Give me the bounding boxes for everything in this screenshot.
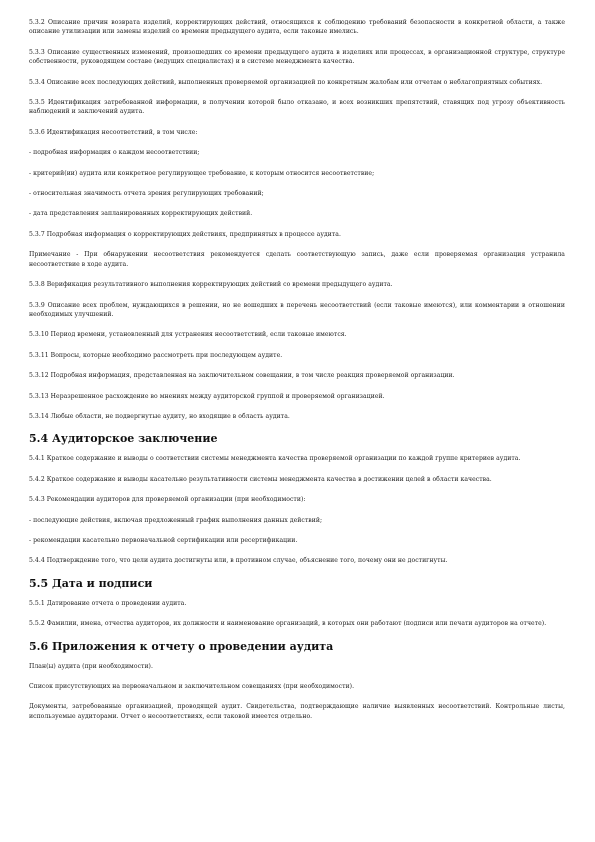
list-5-3-6-b: - критерий(ии) аудита или конкретное регулирующее требование, к которым относится несоответствие; bbox=[29, 169, 375, 177]
para-5-4-1: 5.4.1 Краткое содержание и выводы о соответствии системы менеджмента качества проверяемой организации по каждой группе критериев аудита. bbox=[29, 455, 521, 463]
para-5-6-b: Список присутствующих на первоначальном и заключительном совещаниях (при необходимости). bbox=[29, 683, 355, 690]
para-5-3-14: 5.3.14 Любые области, не подвергнутые аудиту, но входящие в область аудита. bbox=[29, 412, 290, 420]
heading-5-5: 5.5 Дата и подписи bbox=[29, 576, 153, 590]
para-5-3-2: 5.3.2 Описание причин возврата изделий, корректирующих действий, относящихся к соблюдению требований безопасности в конкретной области, а также описание утилизации или замены изделий со времени предыдущего аудита, если таковые имелись. bbox=[29, 19, 565, 36]
para-5-5-1: 5.5.1 Датирование отчета о проведении аудита. bbox=[29, 599, 187, 607]
para-5-3-3: 5.3.3 Описание существенных изменений, произошедших со времени предыдущего аудита в изделиях или процессах, в организационной структуре, структуре собственности, руководящем составе (ведущих специалистах) и в системе менеджмента качества. bbox=[29, 48, 565, 66]
para-5-4-3: 5.4.3 Рекомендации аудиторов для проверяемой организации (при необходимости): bbox=[29, 496, 306, 504]
list-5-3-6-d: - дата представления запланированных корректирующих действий. bbox=[29, 210, 253, 218]
para-5-3-7: 5.3.7 Подробная информация о корректирующих действиях, предпринятых в процессе аудита. bbox=[29, 230, 341, 238]
heading-5-4: 5.4 Аудиторское заключение bbox=[29, 432, 218, 446]
para-5-3-13: 5.3.13 Неразрешенное расхождение во мнениях между аудиторской группой и проверяемой организацией. bbox=[29, 392, 385, 400]
para-5-4-2: 5.4.2 Краткое содержание и выводы касательно результативности системы менеджмента качества в достижении целей в области качества. bbox=[29, 475, 492, 483]
para-5-3-4: 5.3.4 Описание всех последующих действий, выполненных проверяемой организацией по конкретным жалобам или отчетам о неблагоприятных событиях. bbox=[29, 78, 543, 86]
list-5-3-6-a: - подробная информация о каждом несоответствии; bbox=[29, 149, 200, 157]
para-5-3-11: 5.3.11 Вопросы, которые необходимо рассмотреть при последующем аудите. bbox=[29, 351, 283, 359]
list-5-3-6-c: - относительная значимость отчета зрения регулирующих требований; bbox=[29, 190, 264, 198]
para-5-6-c: Документы, затребованные организацией, проводящей аудит. Свидетельства, подтверждающие наличие выявленных несоответствий. Контрольные листы, используемые аудиторами. Отчет о несоответствиях, если таковой имеется отдельно. bbox=[29, 703, 565, 720]
para-5-3-6: 5.3.6 Идентификация несоответствий, в том числе: bbox=[29, 128, 198, 136]
para-5-6-a: План(ы) аудита (при необходимости). bbox=[29, 662, 153, 670]
para-5-4-4: 5.4.4 Подтверждение того, что цели аудита достигнуты или, в противном случае, объяснение того, почему они не достигнуты. bbox=[29, 557, 448, 565]
list-5-4-3-a: - последующие действия, включая предложенный график выполнения данных действий; bbox=[29, 516, 323, 524]
para-5-3-5: 5.3.5 Идентификация затребованной информации, в получении которой было отказано, и всех возникших препятствий, ставящих под угрозу объективность наблюдений и заключений аудита. bbox=[29, 99, 565, 116]
note-5-3-7: Примечание - При обнаружении несоответствия рекомендуется сделать соответствующую запись, даже если проверяемая организация устранила несоответствие в ходе аудита. bbox=[29, 251, 565, 268]
list-5-4-3-b: - рекомендации касательно первоначальной сертификации или ресертификации. bbox=[29, 536, 298, 544]
heading-5-6: 5.6 Приложения к отчету о проведении аудита bbox=[29, 639, 334, 653]
para-5-5-2: 5.5.2 Фамилии, имена, отчества аудиторов, их должности и наименование организаций, в которых они работают (подписи или печати аудиторов на отчете). bbox=[29, 620, 547, 628]
para-5-3-12: 5.3.12 Подробная информация, представленная на заключительном совещании, в том числе реакция проверяемой организации. bbox=[29, 372, 455, 380]
para-5-3-9: 5.3.9 Описание всех проблем, нуждающихся в решении, но не вошедших в перечень несоответствий (если таковые имеются), или комментарии в отношении необходимых улучшений. bbox=[29, 301, 565, 318]
para-5-3-8: 5.3.8 Верификация результативного выполнения корректирующих действий со времени предыдущего аудита. bbox=[29, 281, 393, 289]
para-5-3-10: 5.3.10 Период времени, установленный для устранения несоответствий, если таковые имеются. bbox=[29, 331, 347, 339]
